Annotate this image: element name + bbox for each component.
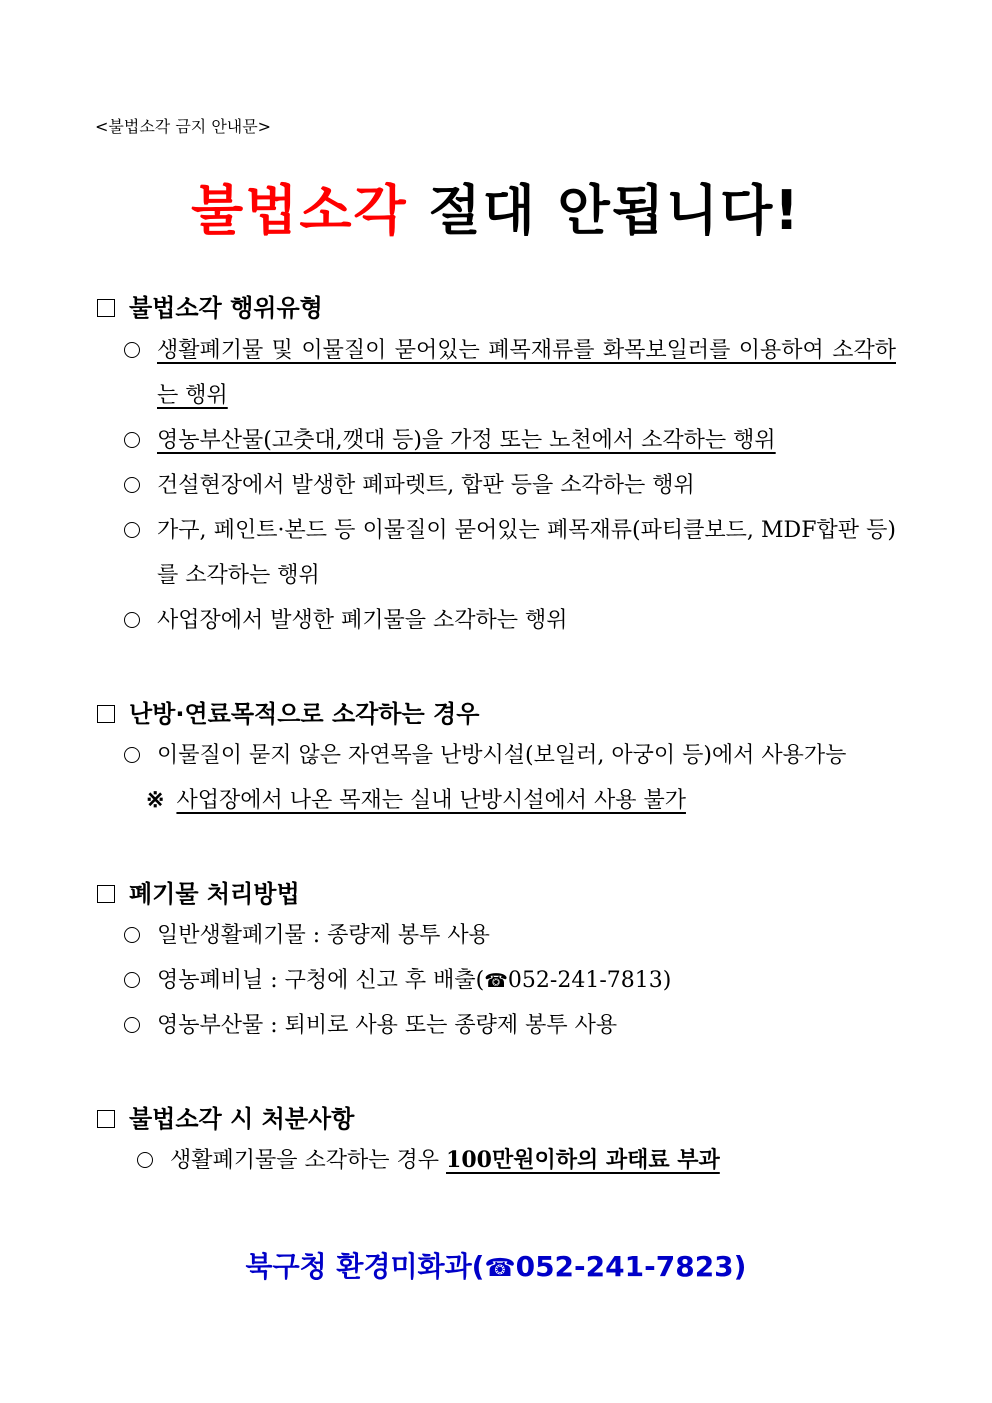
list-item-text: 가구, 페인트·본드 등 이물질이 묻어있는 폐목재류(파티클보드, MDF합판 등)를 소각하는 행위 (157, 518, 896, 588)
main-title-black: 절대 안됩니다! (428, 179, 801, 242)
footer-contact (0, 1245, 992, 1285)
list-item-text-main: 영농폐비닐 : 구청에 신고 후 배출( (157, 968, 485, 993)
list-item (124, 958, 896, 1004)
list-item-text: 일반생활폐기물 : 종량제 봉투 사용 (157, 923, 490, 948)
list-item (124, 1003, 896, 1048)
section-heading-text: 난방·연료목적으로 소각하는 경우 (129, 700, 480, 728)
checkbox-square-icon (97, 299, 115, 317)
section-heading-penalty (97, 1099, 354, 1134)
list-item (124, 733, 896, 778)
footer-department: 북구청 환경미화과( (245, 1250, 485, 1283)
list-item-text: 생활폐기물 및 이물질이 묻어있는 폐목재류를 화목보일러를 이용하여 소각하는 행위 (157, 338, 896, 408)
circle-bullet-icon (124, 927, 140, 943)
main-title-red: 불법소각 (191, 179, 408, 242)
circle-bullet-icon (124, 477, 140, 493)
list-item (124, 598, 896, 643)
note-text: 사업장에서 나온 목재는 실내 난방시설에서 사용 불가 (176, 788, 686, 813)
list-item-text (170, 1138, 897, 1183)
checkbox-square-icon (97, 1110, 115, 1128)
section-heading-text: 불법소각 시 처분사항 (129, 1105, 355, 1133)
circle-bullet-icon (124, 1017, 140, 1033)
section-heading-violation-types (97, 288, 323, 323)
circle-bullet-icon (124, 747, 140, 763)
circle-bullet-icon (124, 972, 140, 988)
circle-bullet-icon (137, 1152, 153, 1168)
list-item (137, 1138, 897, 1183)
circle-bullet-icon (124, 522, 140, 538)
circle-bullet-icon (124, 432, 140, 448)
phone-icon: ☎ (484, 970, 508, 992)
list-item-text: 영농부산물(고춧대,깻대 등)을 가정 또는 노천에서 소각하는 행위 (157, 428, 776, 453)
list-item-text (157, 958, 896, 1004)
checkbox-square-icon (97, 705, 115, 723)
list-item (124, 508, 896, 598)
section-heading-heating-use (97, 694, 479, 729)
list-item (124, 463, 896, 508)
notice-caption: <불법소각 금지 안내문> (95, 117, 272, 136)
section-heading-text: 불법소각 행위유형 (129, 294, 323, 322)
list-item-text: 영농부산물 : 퇴비로 사용 또는 종량제 봉투 사용 (157, 1013, 618, 1038)
list-item-text: 건설현장에서 발생한 폐파렛트, 합판 등을 소각하는 행위 (157, 473, 695, 498)
circle-bullet-icon (124, 342, 140, 358)
section-heading-disposal-method (97, 874, 300, 909)
list-item-text-main: 생활폐기물을 소각하는 경우 (170, 1148, 447, 1173)
phone-icon: ☎ (484, 1253, 516, 1282)
checkbox-square-icon (97, 885, 115, 903)
reference-mark: ※ (146, 787, 165, 813)
circle-bullet-icon (124, 612, 140, 628)
note-line (146, 778, 686, 823)
list-item-text: 사업장에서 발생한 폐기물을 소각하는 행위 (157, 608, 568, 633)
main-title (0, 168, 992, 245)
fine-amount: 100만원이하의 과태료 부과 (446, 1147, 720, 1173)
list-item (124, 328, 896, 418)
footer-phone-number: 052-241-7823) (515, 1250, 747, 1283)
list-item-text: 이물질이 묻지 않은 자연목을 난방시설(보일러, 아궁이 등)에서 사용가능 (157, 743, 847, 768)
list-item (124, 913, 896, 958)
list-item (124, 418, 896, 463)
section-heading-text: 폐기물 처리방법 (129, 880, 300, 908)
phone-number: 052-241-7813) (507, 968, 672, 993)
